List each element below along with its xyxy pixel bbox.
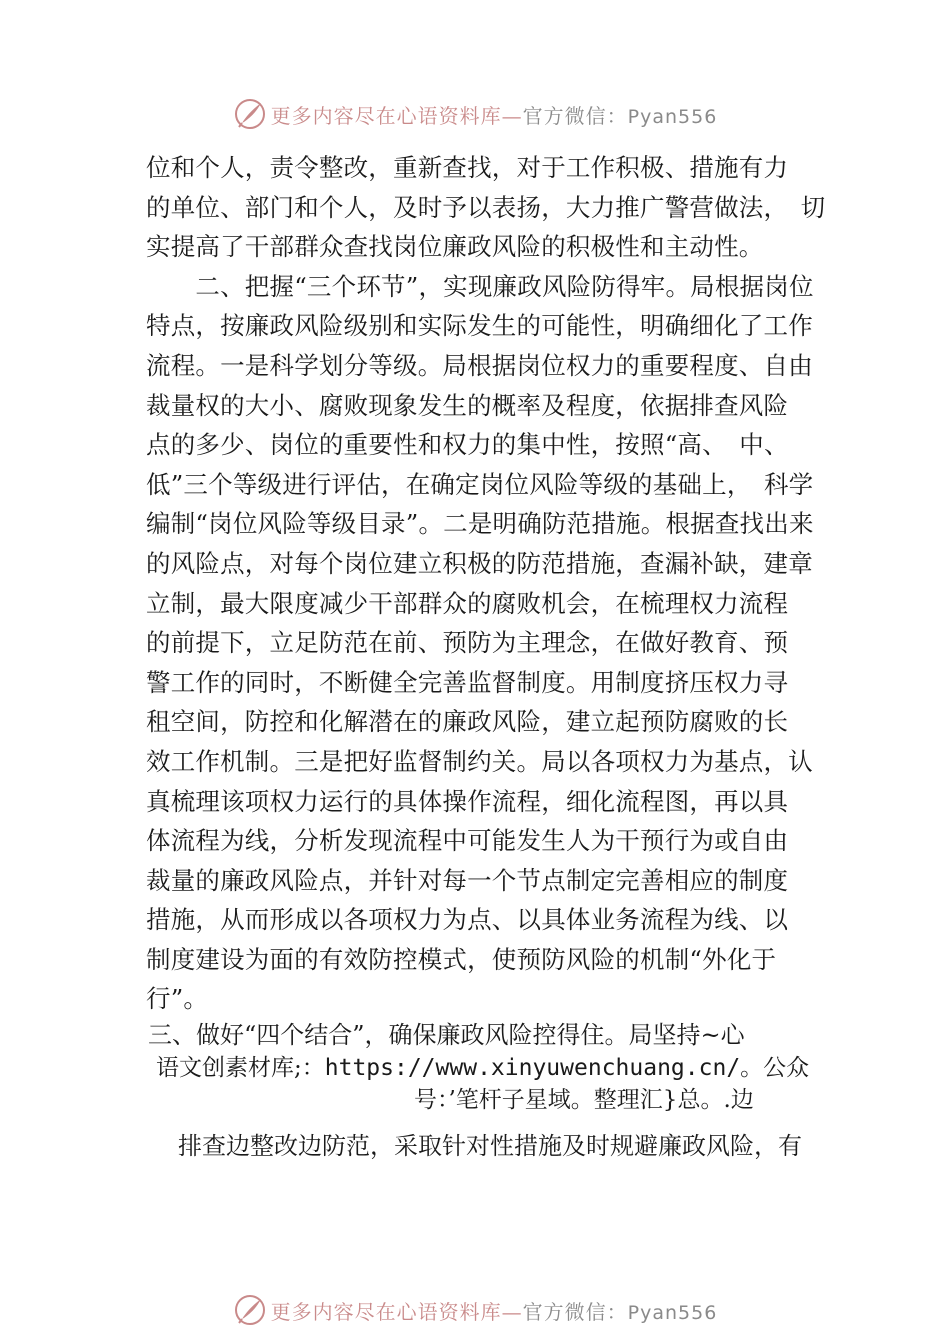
ocr-url-text: https://www.xinyuwenchuang.cn/	[324, 1055, 741, 1081]
body-line: 点的多少、岗位的重要性和权力的集中性，按照“高、 中、	[146, 430, 789, 460]
ocr-line-4: 排查边整改边防范，采取针对性措施及时规避廉政风险，有	[178, 1132, 802, 1160]
ocr-line-2-prefix: 语文创素材库;：	[156, 1055, 325, 1081]
body-line: 流程。一是科学划分等级。局根据岗位权力的重要程度、自由	[146, 350, 813, 380]
body-line: 裁量权的大小、腐败现象发生的概率及程度，依据排查风险	[146, 390, 789, 420]
body-line: 的前提下，立足防范在前、预防为主理念，在做好教育、预	[146, 628, 789, 658]
body-line: 的风险点，对每个岗位建立积极的防范措施，查漏补缺，建章	[146, 548, 813, 578]
banner-wechat-id: Pyan556	[627, 1301, 718, 1324]
body-line: 立制，最大限度减少干部群众的腐败机会，在梳理权力流程	[146, 588, 789, 618]
ocr-line-1: 三、做好“四个结合”，确保廉政风险控得住。局坚持~心	[148, 1021, 745, 1049]
quill-logo-icon	[233, 1293, 267, 1327]
banner-site-text: 更多内容尽在心语资料库	[270, 103, 502, 128]
body-line: 真梳理该项权力运行的具体操作流程，细化流程图，再以具	[146, 786, 789, 816]
banner-site-text: 更多内容尽在心语资料库	[270, 1299, 502, 1324]
body-line: 制度建设为面的有效防控模式，使预防风险的机制“外化于	[146, 944, 777, 974]
body-line: 体流程为线，分析发现流程中可能发生人为干预行为或自由	[146, 826, 789, 856]
body-line: 行”。	[146, 984, 209, 1014]
ocr-text-block	[146, 1018, 826, 1166]
banner-wechat-id: Pyan556	[627, 105, 718, 128]
body-line: 位和个人，责令整改，重新查找，对于工作积极、措施有力	[146, 153, 789, 182]
quill-logo-icon	[233, 97, 267, 131]
banner-separator: —	[501, 103, 523, 128]
header-banner	[0, 96, 950, 132]
body-line: 租空间，防控和化解潜在的廉政风险，建立起预防腐败的长	[146, 707, 789, 737]
footer-banner-text	[271, 1296, 718, 1325]
body-line: 实提高了干部群众查找岗位廉政风险的积极性和主动性。	[146, 232, 764, 262]
banner-wechat-label: 官方微信：	[522, 103, 628, 128]
document-body	[146, 148, 826, 1019]
ocr-line-2-tail: 。公众	[740, 1055, 810, 1081]
banner-wechat-label: 官方微信：	[522, 1299, 628, 1324]
banner-separator: —	[501, 1299, 523, 1324]
body-line: 二、把握“三个环节”，实现廉政风险防得牢。局根据岗位	[146, 271, 814, 301]
body-line: 低”三个等级进行评估，在确定岗位风险等级的基础上， 科学	[146, 469, 814, 499]
footer-banner	[0, 1292, 950, 1328]
ocr-line-2	[146, 1052, 826, 1084]
body-line: 效工作机制。三是把好监督制约关。局以各项权力为基点，认	[146, 746, 813, 776]
body-line: 编制“岗位风险等级目录”。二是明确防范措施。根据查找出来	[146, 509, 814, 539]
body-line: 措施，从而形成以各项权力为点、以具体业务流程为线、以	[146, 905, 789, 935]
body-line: 警工作的同时，不断健全完善监督制度。用制度挤压权力寻	[146, 667, 789, 697]
ocr-line-3: 号：’笔杆子星域。整理汇}总。.边	[414, 1087, 754, 1113]
body-line: 特点，按廉政风险级别和实际发生的可能性，明确细化了工作	[146, 311, 813, 341]
body-line: 的单位、部门和个人，及时予以表扬，大力推广警营做法， 切	[146, 192, 826, 222]
body-line: 裁量的廉政风险点，并针对每一个节点制定完善相应的制度	[146, 865, 789, 895]
header-banner-text	[271, 100, 718, 129]
